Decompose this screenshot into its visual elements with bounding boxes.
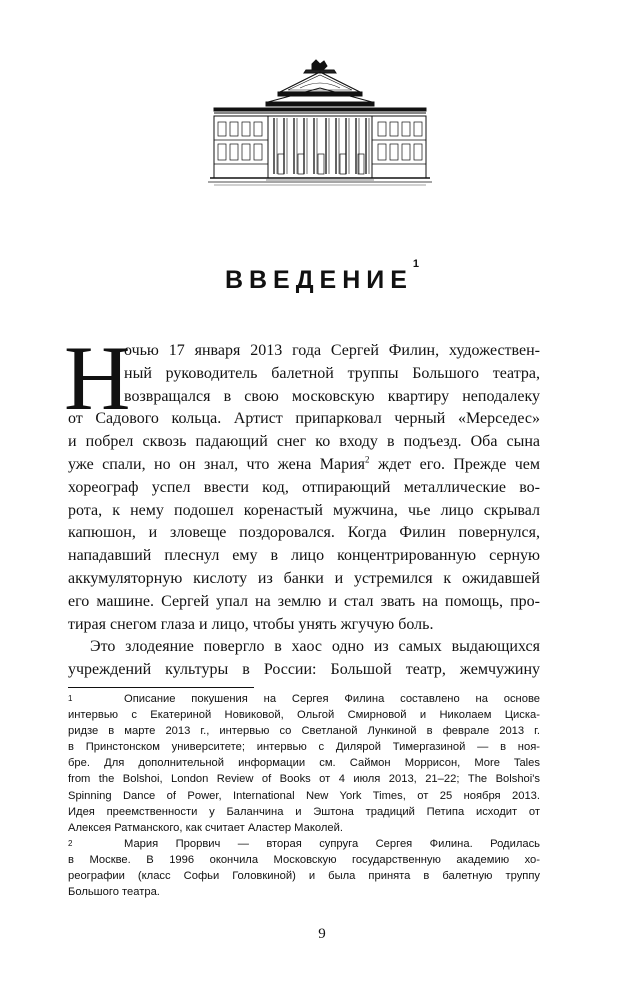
footnote-1-text: Описание покушения на Сергея Филина составлено на основе — [124, 693, 540, 705]
body-line-part: ждет его. Прежде чем — [377, 455, 541, 473]
footnote-1-line: Идея преемственности у Баланчина и Эштона традиций Петипа исходит от — [68, 805, 540, 818]
footnote-2-line: в Москве. В 1996 окончила Московскую государственную академию хо- — [68, 853, 540, 866]
body-line: очью 17 января 2013 года Сергей Филин, художествен- — [124, 342, 540, 359]
body-line: хореограф успел ввести код, отпирающий металлические во- — [68, 478, 540, 496]
footnote-2-line — [68, 836, 540, 852]
footnote-ref-2: 2 — [365, 454, 370, 465]
body-line: капюшон, и зловеще поздоровался. Когда Филин повернулся, — [68, 524, 540, 542]
body-line: Это злодеяние повергло в хаос одно из самых выдающихся — [90, 638, 540, 656]
footnote-2-text: Мария Прорвич — вторая супруга Сергея Филина. Родилась — [124, 837, 540, 850]
body-line: возвращался в свою московскую квартиру неподалеку — [124, 387, 540, 405]
body-line: аккумуляторную кислоту из банки и устремился к ожидавшей — [68, 569, 540, 587]
chapter-title-footnote-ref: 1 — [412, 258, 420, 270]
footnote-1-line: интервью с Екатериной Новиковой, Ольгой Смирновой и Николаем Циска- — [68, 709, 540, 722]
body-line: и побрел сквозь падающий снег ко входу в подъезд. Оба сына — [68, 433, 540, 451]
footnote-2-line: реографии (класс Софьи Головкиной) и была принята в балетную труппу — [68, 870, 540, 883]
footnote-1-line: from the Bolshoi, London Review of Books от 4 июля 2013, 21–22; The Bolshoi's — [68, 773, 540, 786]
body-line-part: уже спали, но он знал, что жена Мария — [68, 455, 366, 473]
footnote-1-line: ридзе в марте 2013 г., интервью со Светланой Лункиной в феврале 2013 г. — [68, 725, 540, 738]
footnote-1-line — [68, 691, 540, 707]
footnote-1-line: в Принстонском университете; интервью с Дилярой Тимергазиной — в ноя- — [68, 741, 540, 754]
footnote-1-line: Spinning Dance of Power, International New York Times, от 25 ноября 2013. — [68, 789, 540, 802]
chapter-title — [0, 258, 644, 295]
body-line: от Садового кольца. Артист припарковал черный «Мерседес» — [68, 410, 540, 428]
footnote-2-number: 2 — [68, 838, 73, 848]
body-line: ный руководитель балетной труппы Большого театра, — [124, 364, 540, 382]
footnotes — [68, 691, 540, 900]
body-text — [64, 327, 541, 682]
body-line: учреждений культуры в России: Большой театр, жемчужину — [68, 661, 540, 679]
page-number: 9 — [318, 926, 326, 942]
footnote-1-line: Алексея Ратманского, как считает Аластер Маколей. — [68, 821, 343, 834]
bolshoi-theatre-facade-icon — [208, 58, 432, 186]
footnote-1-number: 1 — [68, 694, 73, 703]
body-line: нападавший плеснул ему в лицо концентрированную серную — [68, 547, 540, 565]
body-line-with-footnote — [68, 454, 540, 477]
chapter-title-text: ВВЕДЕНИЕ — [224, 266, 413, 294]
drop-cap: Н — [64, 327, 131, 429]
body-line: тирая снегом глаза и лицо, чтобы унять жгучую боль. — [68, 615, 434, 633]
footnote-rule — [68, 687, 254, 688]
body-line: рота, к нему подошел коренастый мужчина, чье лицо скрывал — [68, 501, 540, 519]
footnote-2-line: Большого театра. — [68, 886, 160, 899]
footnote-1-line: бре. Для дополнительной информации см. Саймон Моррисон, More Tales — [68, 757, 540, 770]
body-line: его машине. Сергей упал на землю и стал звать на помощь, про- — [68, 592, 540, 610]
